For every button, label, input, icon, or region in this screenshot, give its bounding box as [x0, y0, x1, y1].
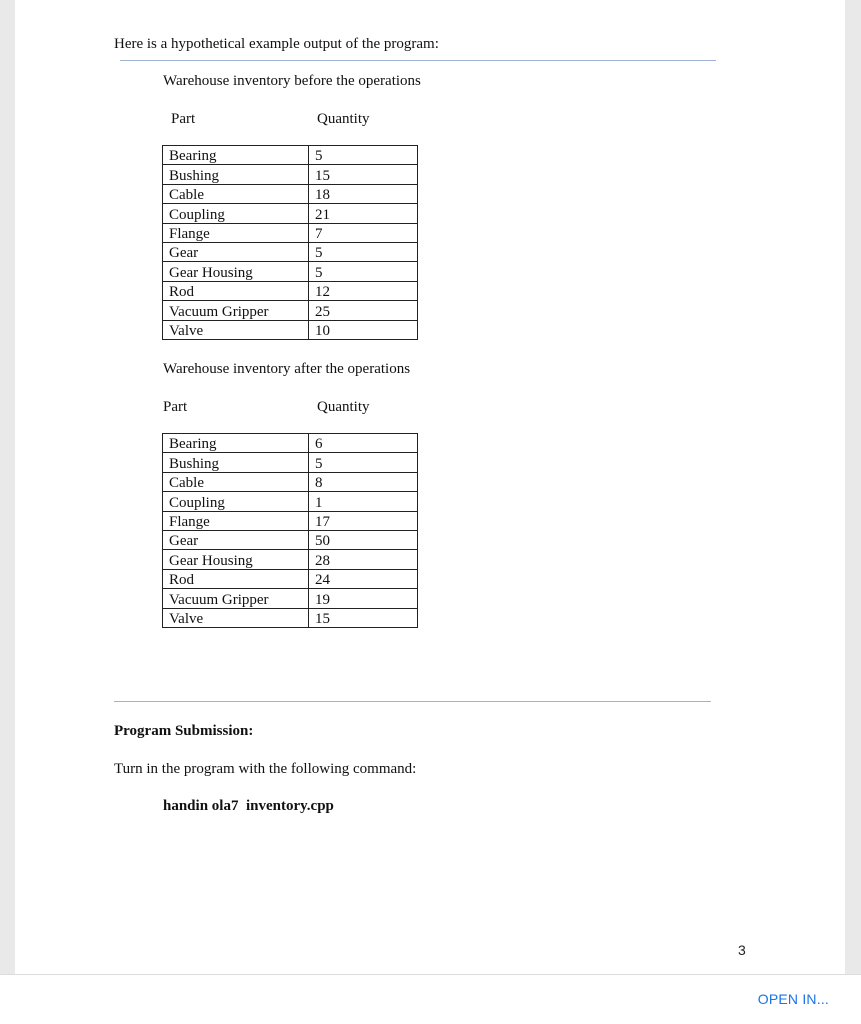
table-row [163, 301, 418, 320]
table-row [163, 453, 418, 472]
quantity-cell: 8 [309, 472, 418, 491]
quantity-cell: 28 [309, 550, 418, 569]
quantity-cell: 7 [309, 223, 418, 242]
table-row [163, 223, 418, 242]
table-row [163, 569, 418, 588]
after-col-part: Part [163, 399, 188, 415]
table-row [163, 608, 418, 627]
quantity-cell: 19 [309, 589, 418, 608]
quantity-cell: 5 [309, 453, 418, 472]
part-cell: Bushing [163, 453, 309, 472]
document-page [15, 0, 845, 974]
before-col-quantity: Quantity [317, 111, 370, 127]
part-cell: Gear Housing [163, 550, 309, 569]
submission-text: Turn in the program with the following command: [114, 761, 417, 777]
table-row [163, 146, 418, 165]
part-cell: Vacuum Gripper [163, 301, 309, 320]
table-row [163, 589, 418, 608]
part-cell: Flange [163, 223, 309, 242]
quantity-cell: 5 [309, 242, 418, 261]
bottom-toolbar [0, 974, 861, 1024]
quantity-cell: 12 [309, 281, 418, 300]
after-col-quantity: Quantity [317, 399, 370, 415]
table-row [163, 472, 418, 491]
before-col-part: Part [171, 111, 196, 127]
table-row [163, 492, 418, 511]
before-heading: Warehouse inventory before the operations [163, 73, 421, 89]
bottom-divider [114, 701, 711, 702]
submission-command: handin ola7 inventory.cpp [163, 798, 334, 814]
table-row [163, 434, 418, 453]
part-cell: Vacuum Gripper [163, 589, 309, 608]
table-row [163, 281, 418, 300]
table-row [163, 320, 418, 339]
open-in-button[interactable]: OPEN IN... [757, 991, 829, 1007]
before-inventory-table [162, 145, 418, 340]
part-cell: Bushing [163, 165, 309, 184]
after-heading: Warehouse inventory after the operations [163, 361, 411, 377]
part-cell: Bearing [163, 146, 309, 165]
top-divider [120, 60, 716, 61]
part-cell: Flange [163, 511, 309, 530]
quantity-cell: 6 [309, 434, 418, 453]
submission-heading: Program Submission: [114, 723, 254, 739]
quantity-cell: 5 [309, 146, 418, 165]
part-cell: Bearing [163, 434, 309, 453]
table-row [163, 511, 418, 530]
part-cell: Valve [163, 320, 309, 339]
quantity-cell: 25 [309, 301, 418, 320]
quantity-cell: 50 [309, 530, 418, 549]
part-cell: Gear [163, 530, 309, 549]
page-number: 3 [738, 942, 746, 958]
quantity-cell: 21 [309, 204, 418, 223]
part-cell: Rod [163, 281, 309, 300]
quantity-cell: 1 [309, 492, 418, 511]
table-row [163, 262, 418, 281]
quantity-cell: 15 [309, 165, 418, 184]
quantity-cell: 17 [309, 511, 418, 530]
quantity-cell: 5 [309, 262, 418, 281]
quantity-cell: 24 [309, 569, 418, 588]
table-row [163, 204, 418, 223]
quantity-cell: 10 [309, 320, 418, 339]
after-inventory-table [162, 433, 418, 628]
part-cell: Coupling [163, 204, 309, 223]
part-cell: Cable [163, 472, 309, 491]
table-row [163, 242, 418, 261]
part-cell: Valve [163, 608, 309, 627]
part-cell: Gear Housing [163, 262, 309, 281]
part-cell: Rod [163, 569, 309, 588]
table-row [163, 530, 418, 549]
table-row [163, 165, 418, 184]
part-cell: Cable [163, 184, 309, 203]
intro-text: Here is a hypothetical example output of the program: [114, 36, 439, 52]
quantity-cell: 18 [309, 184, 418, 203]
table-row [163, 184, 418, 203]
part-cell: Coupling [163, 492, 309, 511]
quantity-cell: 15 [309, 608, 418, 627]
table-row [163, 550, 418, 569]
part-cell: Gear [163, 242, 309, 261]
